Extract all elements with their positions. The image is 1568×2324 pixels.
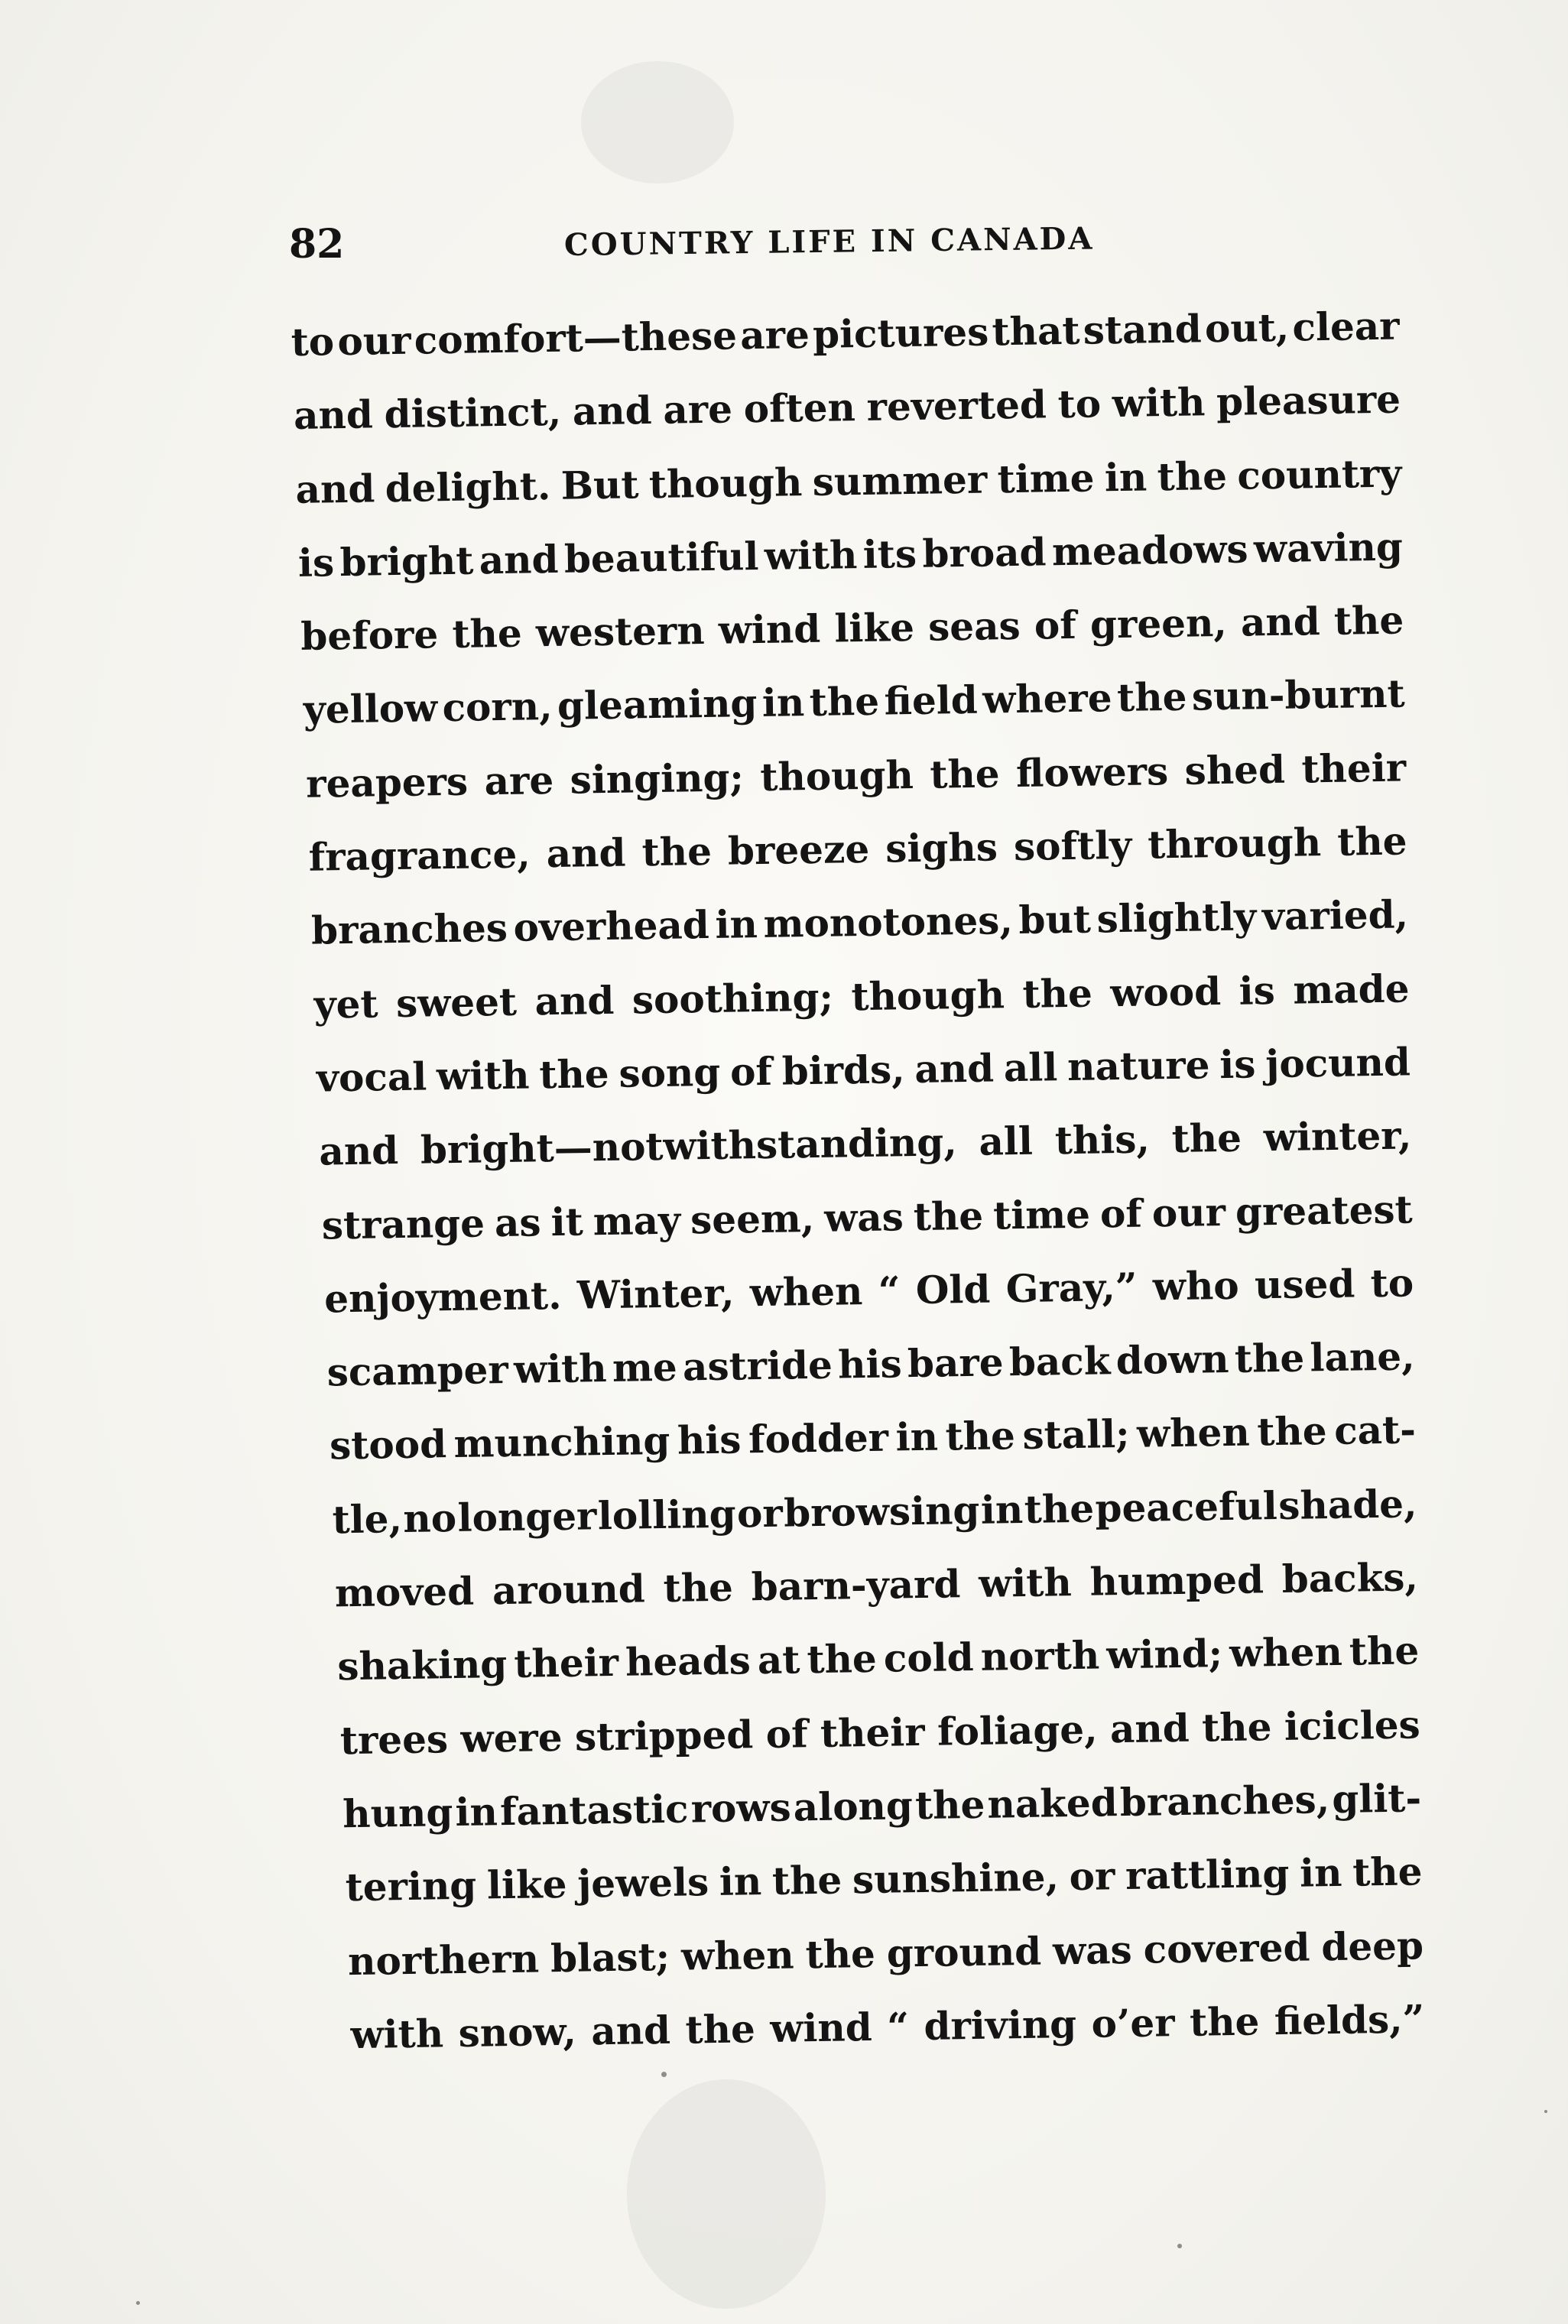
text-word: when	[1136, 1410, 1251, 1457]
text-word: his	[677, 1417, 742, 1464]
text-word: stood	[329, 1421, 447, 1469]
text-word: yellow	[303, 685, 438, 733]
text-word: in	[1104, 454, 1148, 500]
text-word: blast;	[550, 1933, 670, 1981]
text-word: made	[1292, 966, 1410, 1013]
text-word: jocund	[1264, 1039, 1411, 1087]
text-word: is	[1238, 967, 1276, 1014]
text-word: moved	[334, 1568, 475, 1616]
text-word: seas	[927, 603, 1021, 650]
text-word: sighs	[885, 824, 998, 872]
text-word: enjoyment.	[323, 1272, 562, 1322]
text-word: icicles	[1284, 1701, 1421, 1749]
text-word: the	[538, 1050, 610, 1098]
text-word: jewels	[576, 1859, 709, 1907]
text-word: humped	[1089, 1556, 1264, 1605]
text-word: sweet	[395, 979, 518, 1026]
text-word: where	[982, 675, 1113, 723]
text-word: rattling	[1125, 1851, 1290, 1899]
text-word: the	[771, 1857, 842, 1904]
text-word: country	[1236, 450, 1402, 498]
text-word: shaking	[336, 1641, 508, 1689]
text-word: are	[484, 757, 554, 804]
running-head: COUNTRY LIFE IN CANADA	[563, 220, 1095, 263]
text-word: the	[807, 1636, 878, 1683]
ink-speck	[1544, 2110, 1547, 2113]
text-word: the	[1256, 1408, 1328, 1455]
text-word: astride	[682, 1342, 833, 1390]
ink-speck	[136, 2301, 140, 2305]
text-word: corn,	[442, 683, 553, 731]
body-text	[291, 289, 1425, 2072]
text-word: was	[1052, 1926, 1133, 1973]
text-word: no	[402, 1495, 457, 1541]
text-word: to	[291, 319, 335, 365]
text-word: all	[1003, 1044, 1058, 1091]
text-word: was	[823, 1193, 904, 1241]
text-word: scamper	[326, 1347, 509, 1395]
text-word: fantastic	[499, 1786, 689, 1835]
text-word: lolling	[597, 1491, 736, 1538]
text-word: sun-burnt	[1191, 670, 1406, 720]
text-word: back	[1008, 1338, 1111, 1385]
text-word: wind	[769, 2004, 873, 2051]
text-word: Winter,	[576, 1270, 735, 1318]
text-word: and	[534, 977, 615, 1024]
text-word: trees	[339, 1715, 449, 1763]
text-word: stall;	[1022, 1411, 1130, 1459]
text-word: but	[1018, 896, 1092, 943]
text-line	[350, 1982, 1425, 2072]
text-word: the	[452, 610, 523, 657]
text-word: and	[295, 465, 375, 512]
text-word: monotones,	[763, 897, 1014, 947]
text-word: of	[765, 1710, 808, 1757]
text-word: of	[1034, 602, 1077, 648]
text-word: this,	[1054, 1116, 1151, 1164]
text-word: along	[793, 1783, 914, 1830]
text-word: with	[1112, 379, 1206, 427]
text-word: vocal	[316, 1053, 427, 1101]
text-word: nature	[1066, 1042, 1210, 1090]
paper-smudge	[627, 2079, 826, 2309]
text-word: western	[535, 608, 706, 656]
text-word: naked	[987, 1780, 1118, 1827]
text-word: when	[680, 1932, 795, 1979]
text-word: foliage,	[937, 1706, 1098, 1754]
text-word: the	[913, 1193, 984, 1239]
text-word: cold	[883, 1634, 975, 1682]
text-word: summer	[812, 456, 988, 505]
text-word: with	[764, 531, 858, 579]
text-word: “	[886, 2004, 910, 2050]
text-word: Gray,”	[1005, 1264, 1138, 1312]
text-word: the	[1333, 597, 1404, 644]
text-word: that	[992, 307, 1080, 355]
text-word: beautiful	[563, 533, 759, 582]
text-word: used	[1254, 1261, 1355, 1308]
text-word: the	[1116, 674, 1187, 721]
text-word: like	[833, 605, 915, 651]
text-word: when	[749, 1267, 863, 1316]
text-word: stripped	[574, 1711, 754, 1760]
text-word: who	[1152, 1262, 1240, 1310]
text-word: when	[1229, 1629, 1343, 1676]
text-word: the	[945, 1413, 1016, 1459]
text-word: with	[350, 2011, 444, 2057]
text-word: to	[1370, 1260, 1414, 1306]
text-word: wind;	[1105, 1631, 1223, 1678]
text-word: fodder	[748, 1415, 889, 1462]
page-number: 82	[289, 221, 345, 268]
text-word: our	[1151, 1189, 1226, 1235]
text-word: northern	[347, 1935, 540, 1984]
text-word: meadows	[1051, 526, 1249, 575]
text-word: may	[592, 1197, 681, 1244]
text-word: shade,	[1277, 1481, 1417, 1528]
text-word: yet	[313, 981, 378, 1027]
text-word: the	[1022, 970, 1093, 1017]
text-word: in	[980, 1486, 1024, 1533]
text-word: though	[648, 459, 803, 507]
paper-smudge	[581, 61, 734, 183]
text-word: out,	[1204, 304, 1290, 352]
text-word: time	[992, 1191, 1091, 1238]
text-word: in	[719, 1858, 762, 1905]
text-word: birds,	[781, 1047, 905, 1094]
text-word: wood	[1109, 968, 1222, 1015]
text-word: and	[590, 2007, 671, 2054]
text-word: strange	[321, 1199, 485, 1248]
text-word: at	[757, 1637, 800, 1683]
text-word: around	[492, 1566, 646, 1614]
text-word: comfort—these	[414, 313, 738, 363]
text-word: time	[997, 455, 1095, 501]
ink-speck	[1177, 2244, 1182, 2248]
text-word: the	[1234, 1335, 1305, 1381]
text-word: reverted	[866, 381, 1047, 430]
text-word: and	[1240, 599, 1321, 645]
text-word: of	[729, 1048, 773, 1095]
text-word: bright	[339, 537, 474, 585]
text-word: with	[978, 1560, 1073, 1606]
text-word: “	[878, 1267, 901, 1313]
text-word: glit-	[1331, 1775, 1422, 1822]
text-word: tle,	[332, 1495, 403, 1543]
text-word: the	[1201, 1703, 1272, 1751]
text-word: soothing;	[631, 974, 834, 1023]
text-word: breeze	[727, 826, 870, 874]
text-word: varied,	[1261, 891, 1409, 940]
text-word: bright—notwithstanding,	[420, 1119, 958, 1173]
text-word: peaceful	[1095, 1482, 1278, 1531]
text-word: all	[979, 1118, 1034, 1165]
text-word: and	[479, 536, 559, 583]
text-word: longer	[457, 1492, 597, 1540]
text-word: rows	[690, 1784, 792, 1832]
text-word: snow,	[458, 2008, 577, 2056]
text-word: the	[809, 679, 880, 725]
text-word: and	[318, 1128, 399, 1174]
text-word: our	[337, 317, 411, 365]
text-word: overhead	[513, 902, 710, 951]
text-word: gleaming	[557, 680, 758, 729]
text-word: or	[736, 1490, 784, 1537]
text-word: green,	[1089, 600, 1228, 648]
text-word: and	[572, 388, 653, 434]
text-word: is	[1219, 1041, 1256, 1088]
text-word: flowers	[1015, 748, 1169, 796]
text-word: browsing	[783, 1487, 980, 1536]
text-word: the	[663, 1564, 734, 1611]
text-word: field	[884, 677, 979, 725]
text-word: fields,”	[1274, 1996, 1425, 2043]
text-word: to	[1057, 381, 1102, 427]
text-word: barn-yard	[751, 1561, 961, 1610]
text-word: song	[618, 1049, 721, 1096]
text-word: in	[761, 680, 805, 726]
text-word: hung	[342, 1790, 453, 1837]
text-word: ground	[886, 1928, 1042, 1976]
text-word: delight.	[385, 463, 551, 511]
text-word: in	[895, 1414, 939, 1460]
text-word: covered	[1143, 1923, 1310, 1972]
text-word: winter,	[1263, 1112, 1412, 1160]
text-word: pleasure	[1216, 376, 1401, 425]
text-word: pictures	[812, 309, 989, 357]
text-word: branches	[310, 905, 508, 954]
text-word: sunshine,	[852, 1854, 1060, 1903]
text-word: munching	[453, 1418, 670, 1467]
text-word: down	[1115, 1336, 1229, 1384]
text-word: though	[851, 971, 1005, 1019]
text-word: as	[494, 1199, 541, 1245]
text-word: cat-	[1333, 1407, 1417, 1454]
text-word: were	[460, 1714, 563, 1761]
text-word: singing;	[570, 755, 745, 803]
text-word: Old	[915, 1266, 991, 1313]
text-word: with	[436, 1052, 530, 1099]
text-word: before	[300, 612, 439, 660]
text-word: clear	[1292, 303, 1400, 350]
text-word: backs,	[1281, 1554, 1419, 1602]
text-word: reapers	[305, 758, 469, 807]
text-word: shed	[1184, 746, 1286, 794]
text-word: heads	[625, 1638, 752, 1686]
text-word: in	[715, 901, 758, 948]
text-word: the	[685, 2006, 756, 2053]
text-word: broad	[922, 529, 1047, 576]
text-word: the	[1189, 1998, 1260, 2045]
text-word: with	[513, 1345, 607, 1392]
text-word: is	[297, 540, 335, 586]
text-word: the	[805, 1930, 876, 1977]
text-word: me	[612, 1344, 678, 1391]
text-word: are	[739, 311, 810, 359]
text-word: the	[1171, 1115, 1242, 1162]
text-word: stand	[1083, 306, 1203, 353]
text-word: and	[293, 391, 374, 439]
text-word: the	[1349, 1628, 1420, 1674]
text-word: the	[914, 1781, 985, 1829]
text-word: their	[513, 1640, 619, 1687]
text-word: lane,	[1310, 1333, 1415, 1381]
text-word: of	[1099, 1190, 1143, 1236]
text-word: his	[837, 1341, 903, 1388]
text-word: its	[862, 531, 917, 577]
text-word: through	[1147, 820, 1322, 868]
text-word: deep	[1320, 1922, 1424, 1969]
text-word: the	[641, 828, 713, 875]
text-word: often	[743, 385, 856, 432]
text-word: slightly	[1096, 894, 1257, 942]
text-word: distinct,	[384, 389, 562, 437]
text-word: their	[820, 1709, 926, 1756]
text-word: it	[550, 1199, 584, 1245]
text-word: and	[914, 1045, 995, 1092]
text-word: But	[560, 461, 639, 508]
text-word: or	[1069, 1853, 1115, 1900]
text-word: north	[980, 1632, 1100, 1680]
text-word: and	[546, 829, 626, 877]
page-header	[289, 214, 1428, 275]
text-word: greatest	[1235, 1186, 1414, 1235]
text-word: seem,	[690, 1195, 815, 1242]
text-word: like	[486, 1861, 567, 1908]
text-word: and	[1109, 1705, 1190, 1751]
text-word: waving	[1253, 524, 1404, 572]
ink-speck	[661, 2072, 667, 2077]
text-word: in	[455, 1789, 498, 1835]
text-word: the	[1024, 1485, 1095, 1532]
text-word: fragrance,	[308, 831, 531, 880]
text-word: bare	[907, 1339, 1004, 1387]
text-word: wind	[718, 605, 821, 653]
text-word: o’er	[1091, 1999, 1176, 2046]
text-word: softly	[1013, 822, 1132, 870]
text-word: the	[1157, 453, 1228, 499]
text-word: the	[1352, 1848, 1423, 1895]
text-word: driving	[924, 2001, 1077, 2049]
text-word: though	[759, 751, 914, 800]
text-word: are	[662, 386, 733, 433]
text-word: in	[1299, 1850, 1342, 1896]
text-word: the	[929, 751, 1001, 797]
text-word: the	[1336, 818, 1407, 865]
text-word: their	[1301, 745, 1407, 792]
text-word: tering	[345, 1862, 477, 1910]
text-word: branches,	[1119, 1776, 1330, 1826]
